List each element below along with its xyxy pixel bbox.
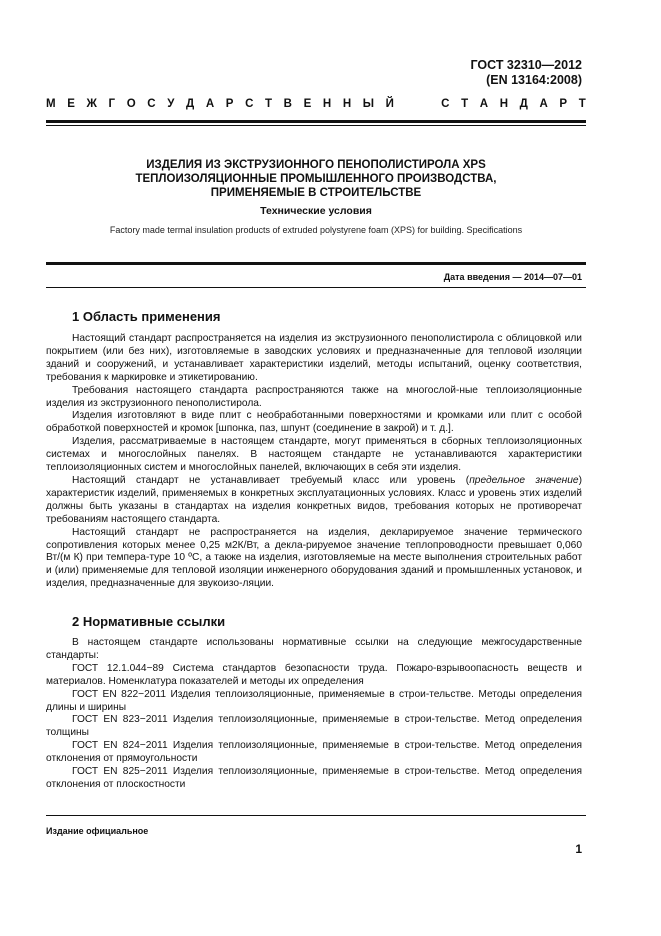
header-rule-thick (46, 120, 586, 123)
document-subtitle: Технические условия (260, 205, 372, 217)
en-code: (EN 13164:2008) (486, 73, 582, 87)
section2-body (46, 637, 582, 792)
english-title: Factory made termal insulation products of extruded polystyrene foam (XPS) for building. Specifications (109, 225, 523, 235)
reference-item: ГОСТ EN 825−2011 Изделия теплоизоляционные, применяемые в строи-тельстве. Метод определения отклонения от плоскостности (46, 766, 582, 790)
paragraph: Настоящий стандарт распространяется на изделия из экструзионного пенополистирола с облицовкой или покрытием (или без них), изготовляемые в заводских условиях и предназначенные для тепловой изоляции зданий и сооружений, и устанавливает характеристики изделий, методы испытаний, оценку соответствия, требования к маркировке и этикетированию. (46, 333, 582, 383)
banner-letter: Д (186, 98, 195, 110)
banner-letter: А (479, 98, 489, 110)
document-title (46, 158, 586, 200)
gost-code-block (470, 58, 582, 88)
banner-letter: Д (519, 98, 528, 110)
banner-letter: Е (67, 98, 75, 110)
title-line: ПРИМЕНЯЕМЫЕ В СТРОИТЕЛЬСТВЕ (210, 187, 422, 199)
banner-letter: А (539, 98, 548, 110)
date-rule (46, 287, 586, 288)
banner-letter: Ж (86, 98, 97, 110)
footer-rule (46, 815, 586, 816)
text-run: ) характеристик изделий, применяемых в конкретных эксплуатационных условиях. Класс и уровень этих изделий должны быть указаны в стандартах на изделия конкретных видов, требования которых не противоречат требованиям настоящего стандарта. (46, 474, 582, 525)
paragraph: Требования настоящего стандарта распространяются также на многослой-ные теплоизоляционные изделия из экструзионного пенополистирола. (46, 384, 582, 409)
reference-item: ГОСТ 12.1.044−89 Система стандартов безопасности труда. Пожаро-взрывоопасность веществ и материалов. Номенклатура показателей и методы их определения (46, 662, 582, 687)
banner-letter: С (245, 98, 254, 110)
paragraph: Изделия изготовляют в виде плит с необработанными поверхностями и кромками или плит с особой обработкой поверхностей и кромок [шпонка, паз, шпунт (соединение в закрой) и т. д.]. (46, 410, 582, 435)
header-rule-thin (46, 125, 586, 126)
banner-letter: Н (322, 98, 332, 110)
banner-letter: Й (385, 98, 394, 110)
section1-body (46, 333, 582, 591)
banner-letter: А (205, 98, 215, 110)
paragraph: Настоящий стандарт не распространяется на изделия, декларируемое значение термического сопротивления которых менее 0,25 м2К/Вт, а декла-рируемое значение теплопроводности превышает 0,060 Вт/(м К) при темпера-туре 10 ºС, а также на изделия, изготовляемые на месте выполнения строительных работ и (или) применяемые для тепловой изоляции инженерного оборудования зданий и промышленных установок, и изделия, предназначенные для звукоизо-ляции. (46, 526, 582, 590)
banner-letter: Т (578, 98, 586, 110)
banner-letter: Т (265, 98, 273, 110)
introduction-date: Дата введения — 2014—07—01 (443, 272, 582, 282)
emphasis-text: предельное значение (469, 474, 579, 486)
page-number: 1 (575, 842, 582, 856)
banner-letter: С (147, 98, 156, 110)
banner-gap (406, 98, 430, 110)
banner-letter: Р (559, 98, 568, 110)
section1-heading: 1 Область применения (72, 309, 221, 324)
reference-item: ГОСТ EN 822−2011 Изделия теплоизоляционные, применяемые в строи-тельстве. Методы определения длины и ширины (46, 688, 582, 713)
title-rule (46, 262, 586, 265)
paragraph: В настоящем стандарте использованы нормативные ссылки на следующие межгосударственные стандарты: (46, 637, 582, 661)
standard-banner (46, 98, 586, 110)
section2-heading: 2 Нормативные ссылки (72, 614, 226, 629)
title-line: ИЗДЕЛИЯ ИЗ ЭКСТРУЗИОННОГО ПЕНОПОЛИСТИРОЛА XPS (146, 159, 486, 171)
reference-item: ГОСТ EN 824−2011 Изделия теплоизоляционные, применяемые в строи-тельстве. Метод определения отклонения от прямоугольности (46, 740, 582, 765)
banner-letter: Н (342, 98, 352, 110)
title-line: ТЕПЛОИЗОЛЯЦИОННЫЕ ПРОМЫШЛЕННОГО ПРОИЗВОДСТВА, (135, 173, 497, 185)
paragraph (46, 475, 582, 527)
banner-letter: О (126, 98, 136, 110)
text-run: Настоящий стандарт не устанавливает требуемый класс или уровень ( (72, 474, 470, 486)
official-edition-label: Издание официальное (46, 826, 149, 836)
paragraph: Изделия, рассматриваемые в настоящем стандарте, могут применяться в сборных теплоизоляционных системах и многослойных панелях. В настоящем стандарте не устанавливаются характеристики теплоизоляционных систем и многослойных панелей, включающих в себя эти изделия. (46, 436, 582, 474)
banner-letter: С (441, 98, 450, 110)
banner-letter: М (46, 98, 56, 110)
banner-letter: Г (108, 98, 116, 110)
banner-letter: Н (499, 98, 509, 110)
banner-letter: Е (303, 98, 312, 110)
banner-letter: Р (225, 98, 234, 110)
reference-item: ГОСТ EN 823−2011 Изделия теплоизоляционные, применяемые в строи-тельстве. Метод определения толщины (46, 714, 582, 739)
banner-letter: Т (461, 98, 469, 110)
banner-letter: У (167, 98, 175, 110)
gost-code: ГОСТ 32310—2012 (470, 58, 582, 72)
banner-letter: Ы (362, 98, 375, 110)
banner-letter: В (283, 98, 292, 110)
